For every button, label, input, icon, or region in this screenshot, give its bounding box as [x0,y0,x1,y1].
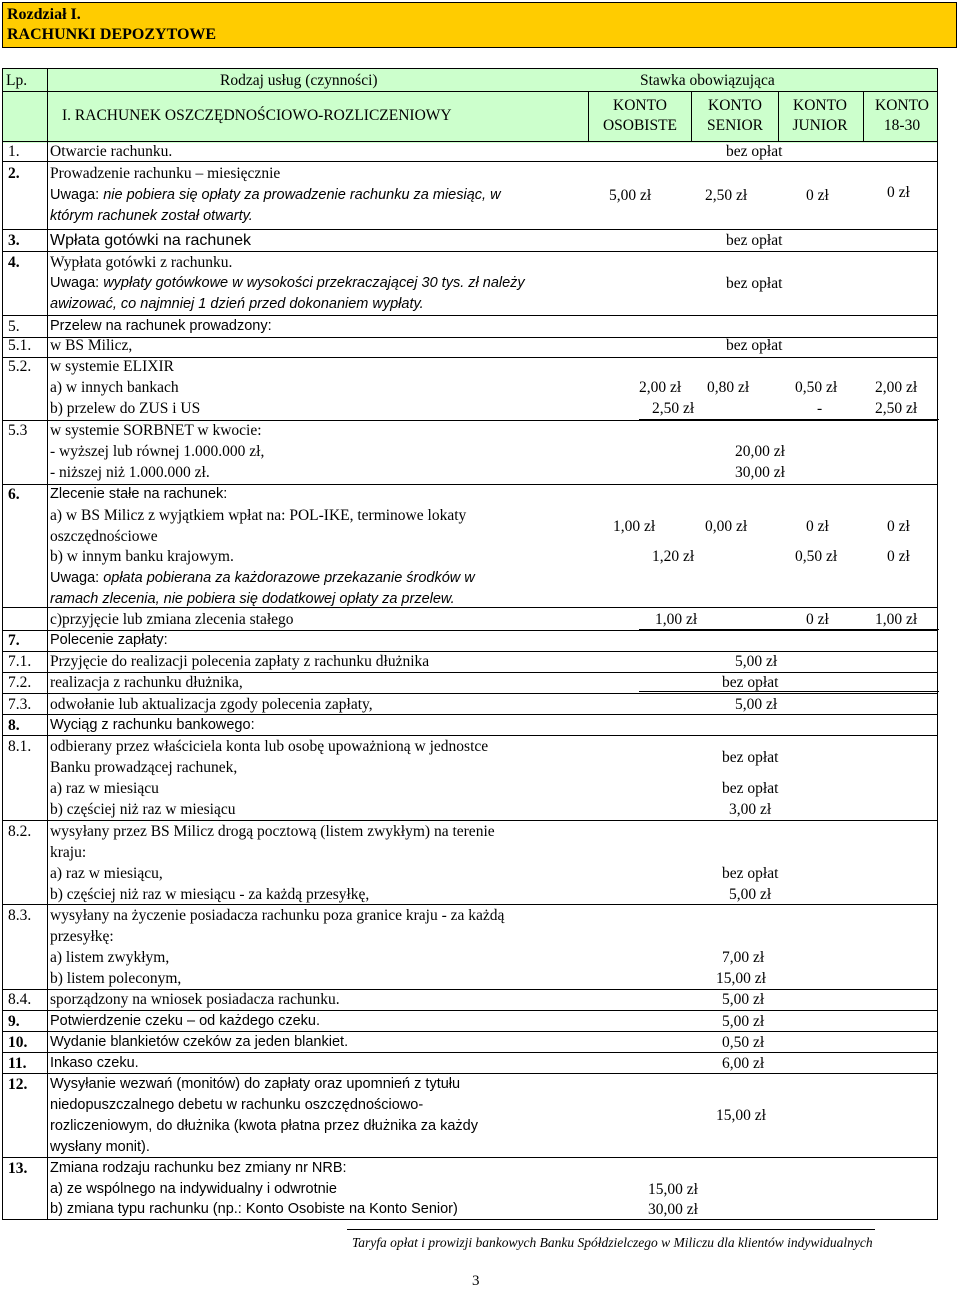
col-1830-l1: KONTO [875,97,929,114]
value-junior: 0,50 zł [795,379,838,396]
col-1830-l2: 18-30 [883,117,921,134]
chapter-header [2,2,957,48]
value-1830: 2,00 zł [875,379,918,396]
row-value: 15,00 zł [716,970,766,987]
row-num: 4. [8,254,20,271]
row-num: 5.2. [8,358,32,375]
row-value: bez opłat [722,749,779,766]
row-num: 10. [8,1034,28,1051]
row-num: 5. [8,318,20,335]
page-number: 3 [472,1273,480,1289]
value-junior: 0 zł [806,518,829,535]
row-text: w systemie ELIXIR [50,358,174,375]
row-num: 3. [8,232,20,249]
col-senior-l1: KONTO [708,97,762,114]
row-num: 8.4. [8,991,32,1008]
value-osobiste: 1,00 zł [613,518,656,535]
row-value: 30,00 zł [648,1201,698,1218]
row-value: 6,00 zł [722,1055,765,1072]
value-senior: 0,80 zł [707,379,750,396]
row-text: a) listem zwykłym, [50,949,170,966]
row-value: 5,00 zł [722,991,765,1008]
row-text-2: Banku prowadzącej rachunek, [50,759,238,776]
value-osobiste: 2,50 zł [652,400,695,417]
row-text: Wyciąg z rachunku bankowego: [50,717,255,733]
row-text: w BS Milicz, [50,337,133,354]
row-value: 0,50 zł [722,1034,765,1051]
row-num: 9. [8,1013,20,1030]
row-value: 3,00 zł [729,801,772,818]
row-num: 7.3. [8,696,32,713]
row-text: odbierany przez właściciela konta lub osobę upoważnioną w jednostce [50,738,489,755]
row-text-4: wysłany monit). [50,1139,150,1155]
row-text: Potwierdzenie czeku – od każdego czeku. [50,1013,321,1029]
value-junior: - [817,400,823,417]
row-num: 11. [8,1055,27,1072]
row-value: 20,00 zł [735,443,785,460]
value-osobiste: 1,20 zł [652,548,695,565]
row-text: Wysyłanie wezwań (monitów) do zapłaty oraz upomnień z tytułu [50,1076,461,1092]
row-text: b) w innym banku krajowym. [50,548,234,565]
row-text: a) raz w miesiącu, [50,865,163,882]
row-value: bez opłat [722,780,779,797]
chapter-label: Rozdział I. [7,6,81,23]
row-text: a) w innych bankach [50,379,179,396]
row-text: Przelew na rachunek prowadzony: [50,318,272,334]
col-service-header: Rodzaj usług (czynności) [220,72,378,89]
footer-rule [347,1229,875,1230]
row-text: w systemie SORBNET w kwocie: [50,422,262,439]
value-osobiste: 5,00 zł [609,187,652,204]
row-num: 7.1. [8,653,32,670]
row-num: 5.3 [8,422,28,439]
row-note-2: którym rachunek został otwarty. [50,208,253,224]
row-note-2: awizować, co najmniej 1 dzień przed dokonaniem wypłaty. [50,296,424,312]
row-num: 8.1. [8,738,32,755]
row-text: Wpłata gotówki na rachunek [50,232,251,249]
row-note-2: ramach zlecenia, nie pobiera się dodatkowej opłaty za przelew. [50,591,455,607]
row-value: 15,00 zł [716,1107,766,1124]
section-title: I. RACHUNEK OSZCZĘDNOŚCIOWO-ROZLICZENIOWY [62,107,452,124]
row-text: b) częściej niż raz w miesiącu - za każdą przesyłkę, [50,886,370,903]
chapter-title: RACHUNKI DEPOZYTOWE [7,26,217,43]
row-value: bez opłat [726,275,783,292]
value-junior: 0,50 zł [795,548,838,565]
row-text-2: oszczędnościowe [50,528,158,545]
row-note: Uwaga: opłata pobierana za każdorazowe przekazanie środków w [50,570,475,586]
row-num: 12. [8,1076,28,1093]
row-text: Otwarcie rachunku. [50,143,173,160]
value-senior: 0,00 zł [705,518,748,535]
value-1830: 0 zł [887,184,910,201]
row-text: odwołanie lub aktualizacja zgody polecenia zapłaty, [50,696,373,713]
row-text: - wyższej lub równej 1.000.000 zł, [50,443,265,460]
row-num: 8.2. [8,823,32,840]
col-junior-l2: JUNIOR [792,117,848,134]
row-num: 8.3. [8,907,32,924]
row-value: 5,00 zł [729,886,772,903]
row-value: 30,00 zł [735,464,785,481]
row-value: 15,00 zł [648,1181,698,1198]
col-lp-header: Lp. [6,72,28,89]
value-1830: 0 zł [887,518,910,535]
row-value: 5,00 zł [735,653,778,670]
row-num: 8. [8,717,20,734]
row-title: Wypłata gotówki z rachunku. [50,254,233,271]
row-text: c)przyjęcie lub zmiana zlecenia stałego [50,611,294,628]
row-num: 13. [8,1160,28,1177]
row-text: Polecenie zapłaty: [50,632,168,648]
col-osobiste-l1: KONTO [613,97,667,114]
row-title: Prowadzenie rachunku – miesięcznie [50,165,281,182]
row-value: 7,00 zł [722,949,765,966]
row-text: - niższej niż 1.000.000 zł. [50,464,210,481]
value-1830: 2,50 zł [875,400,918,417]
row-note: Uwaga: nie pobiera się opłaty za prowadzenie rachunku za miesiąc, w [50,187,501,203]
row-num: 6. [8,486,20,503]
row-num: 7.2. [8,674,32,691]
row-text-2: kraju: [50,844,87,861]
col-senior-l2: SENIOR [707,117,763,134]
row-text: Inkaso czeku. [50,1055,139,1071]
value-junior: 0 zł [806,187,829,204]
row-text: wysyłany przez BS Milicz drogą pocztową (listem zwykłym) na terenie [50,823,495,840]
row-text: b) zmiana typu rachunku (np.: Konto Osobiste na Konto Senior) [50,1201,458,1217]
row-num: 7. [8,632,20,649]
row-value: bez opłat [726,337,783,354]
row-num: 2. [8,165,20,182]
row-text: Zmiana rodzaju rachunku bez zmiany nr NRB: [50,1160,347,1176]
row-text: Wydanie blankietów czeków za jeden blankiet. [50,1034,349,1050]
row-text: b) przelew do ZUS i US [50,400,201,417]
row-text: Zlecenie stałe na rachunek: [50,486,228,502]
row-text: sporządzony na wniosek posiadacza rachunku. [50,991,340,1008]
row-value: bez opłat [722,865,779,882]
row-num: 5.1. [8,337,32,354]
row-num: 1. [8,143,20,160]
row-value: bez opłat [726,232,783,249]
col-osobiste-l2: OSOBISTE [602,117,678,134]
value-1830: 1,00 zł [875,611,918,628]
value-junior: 0 zł [806,611,829,628]
row-text-2: niedopuszczalnego debetu w rachunku oszczędnościowo- [50,1097,424,1113]
value-senior: 2,50 zł [705,187,748,204]
value-osobiste: 1,00 zł [655,611,698,628]
row-note: Uwaga: wypłaty gotówkowe w wysokości przekraczającej 30 tys. zł należy [50,275,525,291]
row-value: bez opłat [726,143,783,160]
row-text: a) w BS Milicz z wyjątkiem wpłat na: POL-IKE, terminowe lokaty [50,507,467,524]
col-junior-l1: KONTO [793,97,847,114]
row-text: a) ze wspólnego na indywidualny i odwrotnie [50,1181,337,1197]
row-value: 5,00 zł [735,696,778,713]
row-text-2: przesyłkę: [50,928,114,945]
row-text: Przyjęcie do realizacji polecenia zapłaty z rachunku dłużnika [50,653,430,670]
row-text: b) listem poleconym, [50,970,182,987]
row-text-3: rozliczeniowym, do dłużnika (kwota płatna przez dłużnika za każdy [50,1118,478,1134]
row-text: b) częściej niż raz w miesiącu [50,801,236,818]
row-text: wysyłany na życzenie posiadacza rachunku poza granice kraju - za każdą [50,907,505,924]
col-rate-header: Stawka obowiązująca [640,72,775,89]
value-osobiste: 2,00 zł [639,379,682,396]
footer-text: Taryfa opłat i prowizji bankowych Banku Spółdzielczego w Miliczu dla klientów indywidualnych [352,1235,873,1250]
row-value: bez opłat [722,674,779,691]
row-text: realizacja z rachunku dłużnika, [50,674,243,691]
value-1830: 0 zł [887,548,910,565]
row-text: a) raz w miesiącu [50,780,159,797]
row-value: 5,00 zł [722,1013,765,1030]
